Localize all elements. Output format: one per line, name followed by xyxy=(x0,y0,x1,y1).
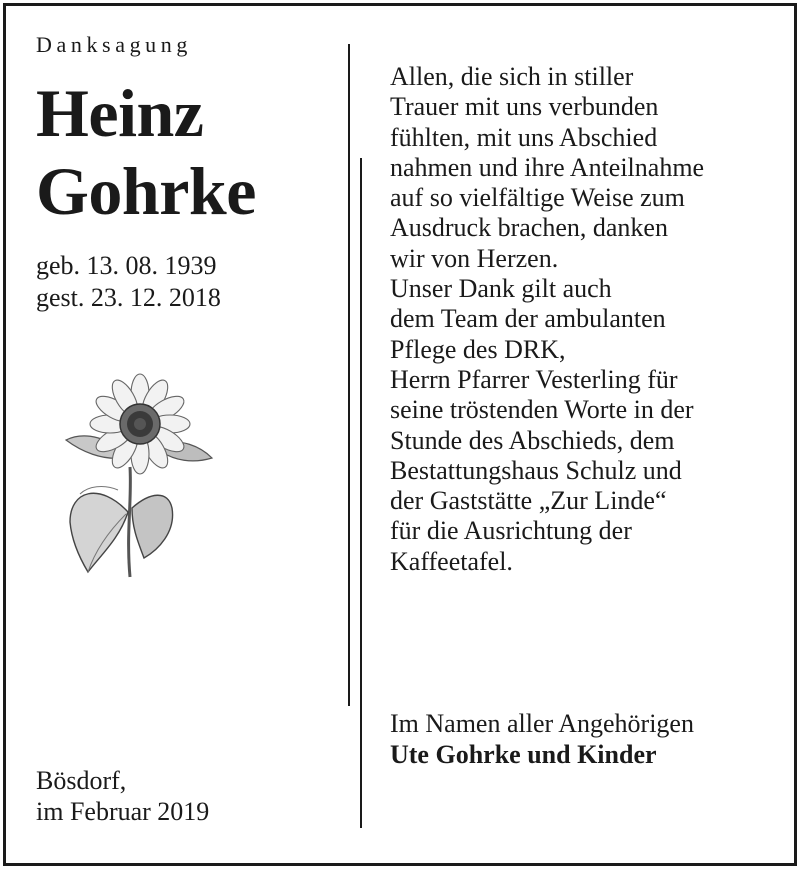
text-line: auf so vielfältige Weise zum xyxy=(390,183,685,213)
text-line: Pflege des DRK, xyxy=(390,334,566,364)
first-name: Heinz xyxy=(36,75,204,151)
divider-line xyxy=(360,158,362,828)
text-line: Herrn Pfarrer Vesterling für xyxy=(390,364,678,394)
text-line: der Gaststätte „Zur Linde“ xyxy=(390,486,667,516)
text-line: Ausdruck brachen, danken xyxy=(390,213,668,243)
signature-names: Ute Gohrke und Kinder xyxy=(390,740,657,769)
deceased-name xyxy=(36,74,326,230)
notice-heading: Danksagung xyxy=(36,32,192,57)
text-line: Unser Dank gilt auch xyxy=(390,274,612,304)
notice-date: im Februar 2019 xyxy=(36,797,210,826)
divider-line xyxy=(348,44,350,706)
signature-intro: Im Namen aller Angehörigen xyxy=(390,709,694,738)
sunflower-icon xyxy=(60,372,220,582)
death-date: gest. 23. 12. 2018 xyxy=(36,283,221,312)
text-line: Kaffeetafel. xyxy=(390,546,513,576)
place-and-date xyxy=(36,765,209,827)
text-line: fühlten, mit uns Abschied xyxy=(390,122,658,152)
text-line: seine tröstenden Worte in der xyxy=(390,395,694,425)
text-line: Bestattungshaus Schulz und xyxy=(390,455,682,485)
life-dates xyxy=(36,250,326,314)
text-line: nahmen und ihre Anteilnahme xyxy=(390,152,705,182)
birth-date: geb. 13. 08. 1939 xyxy=(36,251,217,280)
text-line: Allen, die sich in stiller xyxy=(390,62,634,91)
text-line: dem Team der ambulanten xyxy=(390,304,666,334)
text-line: Trauer mit uns verbunden xyxy=(390,92,659,122)
last-name: Gohrke xyxy=(36,153,256,229)
text-line: für die Ausrichtung der xyxy=(390,516,632,546)
text-line: wir von Herzen. xyxy=(390,243,559,273)
text-line: Stunde des Abschieds, dem xyxy=(390,425,675,455)
thanks-text xyxy=(390,62,780,577)
left-column xyxy=(36,30,326,314)
place: Bösdorf, xyxy=(36,766,127,795)
signature-block xyxy=(390,708,694,770)
